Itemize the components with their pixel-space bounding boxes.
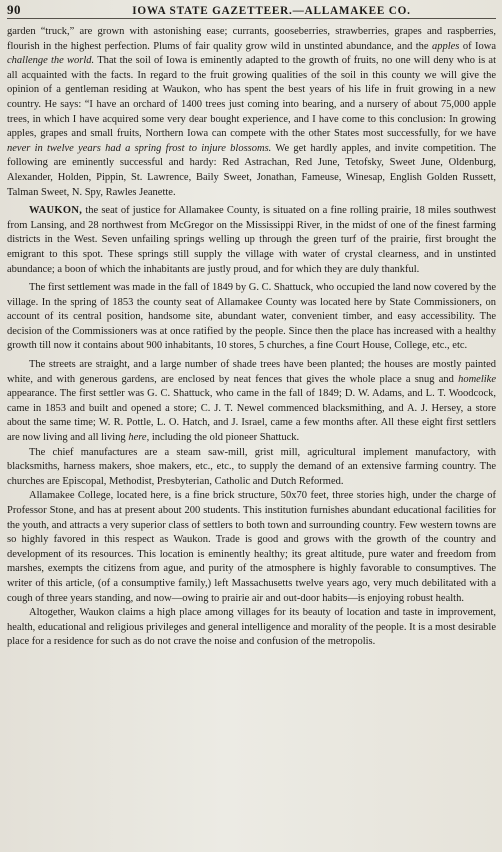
paragraph-first-settlement: The first settlement was made in the fall of 1849 by G. C. Shattuck, who occupied the land now covered by the village. In the spring of 1853 the county seat of Allamakee County was located here by State Commissioners, on account of its central position, handsome site, abundant water, convenient timber, and easy accessibility. The decision of the Commissioners was at once ratified by the people. Since then the place has increased with a healthy growth till now it contains about 900 inhabitants, 10 stores, 5 churches, a fine Court House, College, etc., etc. <box>7 282 496 352</box>
paragraph-fruit-growing <box>7 25 496 200</box>
paragraph-college: Allamakee College, located here, is a fine brick structure, 50x70 feet, three stories high, under the charge of Professor Stone, and has at present about 200 students. This institution furnishes abundant educational facilities for the youth, and attracts a very superior class of settlers to both town and surrounding country. Few western towns are so highly favored in this respect as Waukon. Trade is good and grows with the growth of the country and development of its resources. This location is eminently healthy; its great altitude, pure water and freedom from marshes, exempts the citizens from ague, and purity of the atmosphere is highly favorable to consumptives. The writer of this article, (of a consumptive family,) left Massachusetts twelve years ago, very much debilitated with a cough of three years standing, and now—owing to prairie air and out-door habits—is enjoying robust health. <box>7 490 496 604</box>
text-run: The streets are straight, and a large number of shade trees have been planted; the houses are mostly painted white, and with generous gardens, are enclosed by neat fences that gives the whole place a snug and <box>7 359 496 385</box>
italic-run: homelike <box>458 373 496 385</box>
paragraph-conclusion: Altogether, Waukon claims a high place among villages for its beauty of location and taste in improvement, health, educational and religious privileges and general intelligence and morality of the people. It is a most desirable place for a residence for such as do not crave the noise and confusion of the metropolis. <box>7 607 496 648</box>
text-run: appearance. The first settler was G. C. Shattuck, who came in the fall of 1849; D. W. Adams, and L. T. Woodcock, came in 1853 and built and opened a store; C. J. T. Newel commenced blacksmithing, and A. J. Hersey, a store about the same time; W. R. Pottle, L. O. Hatch, and J. Israel, came a few months after. All these eight first settlers are now living and all living <box>7 388 496 444</box>
italic-run: apples <box>431 40 460 52</box>
paragraph-manufactures: The chief manufactures are a steam saw-mill, grist mill, agricultural implement manufactory, with blacksmiths, harness makers, shoe makers, etc., etc., to supply the demand of an extensive farming country. The churches are Episcopal, Methodist, Presbyterian, Catholic and Dutch Reformed. <box>7 446 496 487</box>
running-head <box>7 2 496 19</box>
paragraph-streets <box>7 358 496 446</box>
italic-run: never in twelve years had a spring frost to injure blossoms. <box>7 142 272 154</box>
text-run: garden “truck,” are grown with astonishing ease; currants, gooseberries, strawberries, grapes and raspberries, flourish in the highest perfection. Plums of fair quality grow wild in unstinted abundance, and the <box>7 26 496 52</box>
paragraph-waukon-intro <box>7 204 496 277</box>
italic-run: here, <box>128 432 150 444</box>
page-number: 90 <box>7 2 21 17</box>
italic-run: challenge the world. <box>7 55 95 67</box>
text-run: We get hardly apples, and invite competition. The following are eminently successful and hardy: Red Astrachan, Red June, Tetofsky, Sweet June, Oldenburg, Alexander, Holden, Pippin, St. Lawrence, Baily Sweet, Jonathan, Fameuse, Winesap, English Golden Russett, Talman Sweet, N. Spy, Rawles Jeanette. <box>7 142 496 198</box>
running-title: IOWA STATE GAZETTEER.—ALLAMAKEE CO. <box>132 5 411 17</box>
text-run: That the soil of Iowa is eminently adapted to the growth of fruits, no one will deny who is at all acquainted with the facts. In regard to the fruit growing qualities of the soil in this county we will give the opinion of a gentleman residing at Waukon, who has spent the best years of his life in fruit growing in a new country. He says: “I have an orchard of 1400 trees just coming into bearing, and a nursery of about 75,000 apple trees, in which I have acquired some very dear bought experience, and I have come to this conclusion: In growing apples, grapes and small fruits, Northern Iowa can compete with the other States most successfully, for we have <box>7 55 496 140</box>
text-run: the seat of justice for Allamakee County, is situated on a fine rolling prairie, 18 miles southwest from Lansing, and 28 northwest from McGregor on the Mississippi River, in the midst of one of the finest farming districts in the West. Seven unfailing springs welling up through the green turf of the prairie, first brought the emigrant to this spot. These springs still supply the village with water of crystal clearness, and in unstinted abundance; a boon of which the inhabitants are justly proud, and for which they are duly thankful. <box>7 205 496 275</box>
text-run: including the old pioneer Shattuck. <box>149 432 300 444</box>
text-run: of Iowa <box>459 40 496 52</box>
entry-heading: WAUKON, <box>29 205 83 217</box>
body-text <box>7 25 496 650</box>
